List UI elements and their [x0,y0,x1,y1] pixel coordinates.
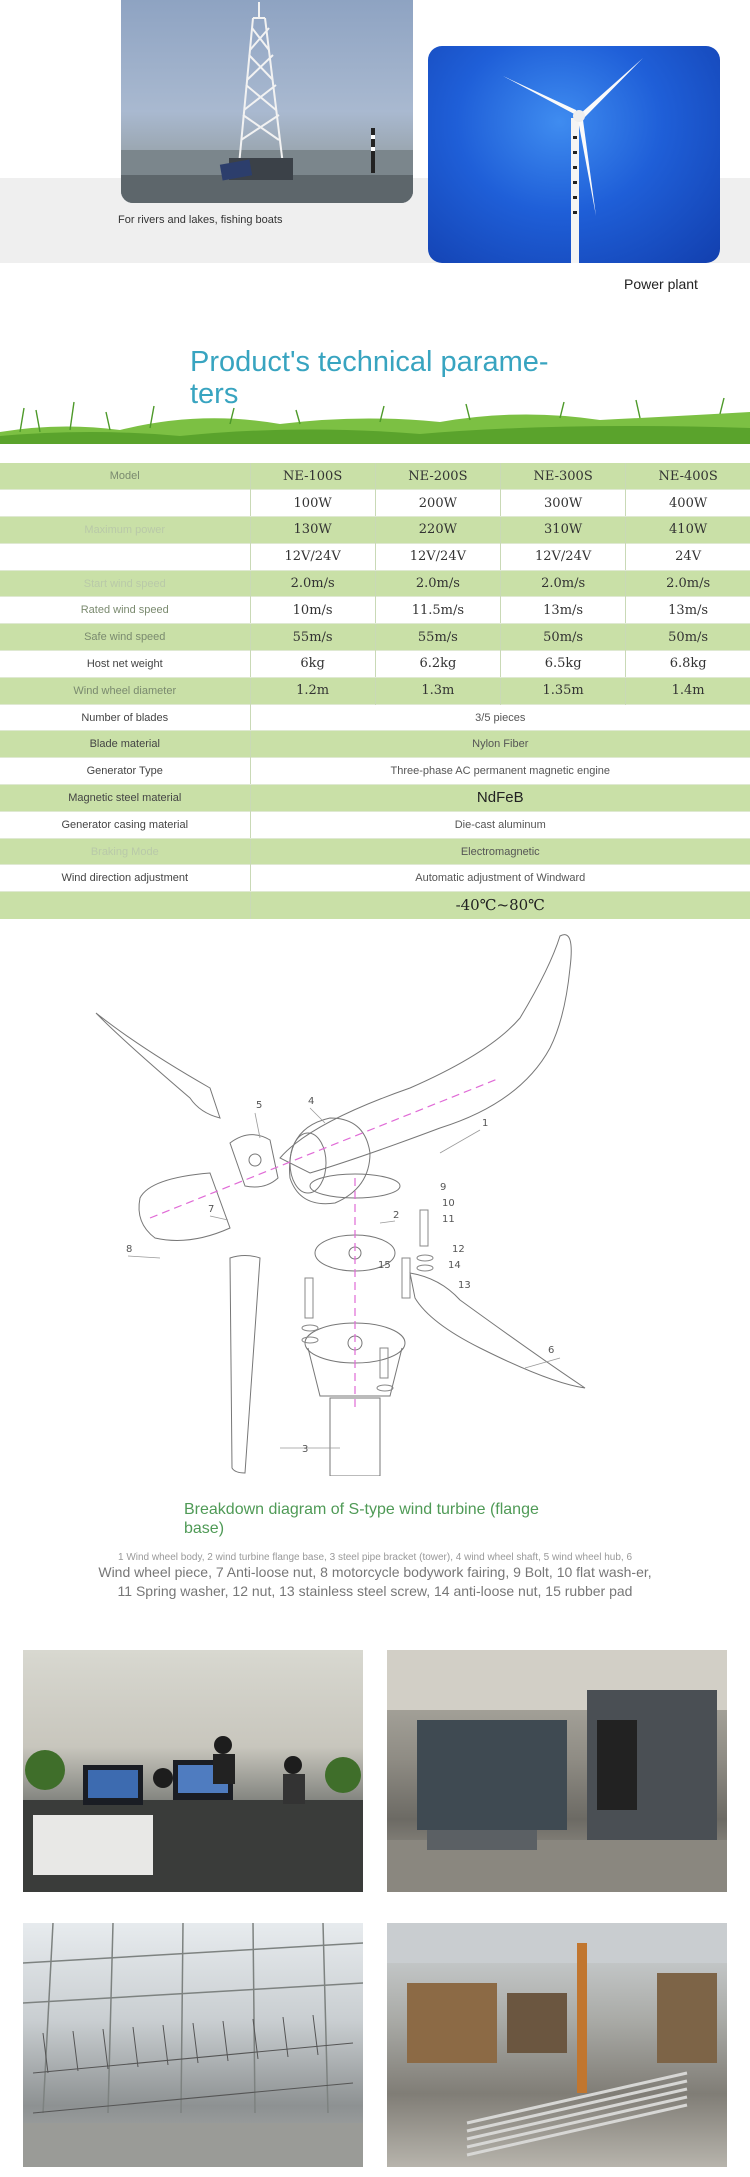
table-row [0,651,750,678]
value-cell: 6.5kg [501,651,626,678]
turbine-photo [428,46,720,263]
value-cell: 13m/s [626,597,750,624]
row-label: Start wind speed [0,570,250,597]
value-cell: 50m/s [626,624,750,651]
part-label: 15 [378,1260,391,1271]
tech-params-table [0,463,750,919]
value-cell: 6kg [250,651,375,678]
value-cell: 2.0m/s [501,570,626,597]
model-cell: NE-300S [501,463,626,490]
part-label: 3 [302,1444,309,1455]
part-label: 11 [442,1214,455,1225]
value-cell: 6.2kg [375,651,500,678]
part-label: 5 [256,1100,263,1111]
part-label: 9 [440,1182,447,1193]
row-label: Maximum power [0,517,250,544]
turbine-assembly-photo [23,1923,363,2167]
table-row [0,865,750,892]
value-cell: 220W [375,517,500,544]
part-label: 6 [548,1345,555,1356]
row-label: Blade material [0,731,250,758]
table-row [0,517,750,544]
model-cell: NE-200S [375,463,500,490]
value-cell: 55m/s [375,624,500,651]
office-photo [23,1650,363,1892]
row-label: Wind wheel diameter [0,677,250,704]
value-cell: 100W [250,490,375,517]
row-label: Braking Mode [0,838,250,865]
value-cell: 1.35m [501,677,626,704]
table-header-row [0,463,750,490]
value-cell: 10m/s [250,597,375,624]
row-label: Magnetic steel material [0,785,250,812]
exploded-diagram [80,928,600,1476]
model-cell: NE-100S [250,463,375,490]
span-value-cell: Three-phase AC permanent magnetic engine [250,758,750,785]
part-label: 4 [308,1096,315,1107]
span-value-cell: Nylon Fiber [250,731,750,758]
part-label: 14 [448,1260,461,1271]
table-row [0,543,750,570]
tower-photo [121,0,413,203]
table-row [0,838,750,865]
table-row [0,892,750,919]
value-cell: 400W [626,490,750,517]
value-cell: 2.0m/s [375,570,500,597]
table-row [0,704,750,731]
span-value-cell: Die-cast aluminum [250,811,750,838]
value-cell: 12V/24V [250,543,375,570]
part-label: 2 [393,1210,400,1221]
row-label: Generator casing material [0,811,250,838]
part-label: 1 [482,1118,489,1129]
row-label: Number of blades [0,704,250,731]
row-label: Rated wind speed [0,597,250,624]
value-cell: 24V [626,543,750,570]
caption-power-plant: Power plant [624,276,698,292]
table-row [0,758,750,785]
legend-line-1: 1 Wind wheel body, 2 wind turbine flange base, 3 steel pipe bracket (tower), 4 wind wheel shaft, 5 wind wheel hub, 6 [118,1552,632,1563]
value-cell: 55m/s [250,624,375,651]
span-value-cell: -40℃~80℃ [250,892,750,919]
row-label: Host net weight [0,651,250,678]
value-cell: 11.5m/s [375,597,500,624]
row-label [0,490,250,517]
span-value-cell: 3/5 pieces [250,704,750,731]
span-value-cell: Automatic adjustment of Windward [250,865,750,892]
value-cell: 2.0m/s [250,570,375,597]
part-label: 10 [442,1198,455,1209]
value-cell: 13m/s [501,597,626,624]
row-label: Wind direction adjustment [0,865,250,892]
legend-line-2: Wind wheel piece, 7 Anti-loose nut, 8 motorcycle bodywork fairing, 9 Bolt, 10 flat wash-er, 11 Spring washer, 12 nut, 13 stainless steel screw, 14 anti-loose nut, 15 rubber pad [98,1564,652,1599]
row-label: Safe wind speed [0,624,250,651]
span-value-cell: NdFeB [250,785,750,812]
value-cell: 410W [626,517,750,544]
part-label: 13 [458,1280,471,1291]
value-cell: 200W [375,490,500,517]
caption-rivers-lakes: For rivers and lakes, fishing boats [118,214,283,226]
value-cell: 130W [250,517,375,544]
value-cell: 2.0m/s [626,570,750,597]
diagram-legend [90,1552,660,1601]
value-cell: 300W [501,490,626,517]
workshop-photo [387,1650,727,1892]
value-cell: 12V/24V [501,543,626,570]
part-label: 8 [126,1244,133,1255]
diagram-caption: Breakdown diagram of S-type wind turbine (flange base) [184,1501,539,1537]
row-label: Generator Type [0,758,250,785]
model-cell: NE-400S [626,463,750,490]
table-row [0,785,750,812]
value-cell: 6.8kg [626,651,750,678]
value-cell: 12V/24V [375,543,500,570]
table-row [0,597,750,624]
table-row [0,677,750,704]
table-row [0,731,750,758]
span-value-cell: Electromagnetic [250,838,750,865]
part-label: 12 [452,1244,465,1255]
value-cell: 1.3m [375,677,500,704]
tech-params-title: Product's technical parame-ters [190,346,549,410]
value-cell: 1.4m [626,677,750,704]
value-cell: 50m/s [501,624,626,651]
value-cell: 1.2m [250,677,375,704]
warehouse-photo [387,1923,727,2167]
table-row [0,570,750,597]
table-row [0,624,750,651]
value-cell: 310W [501,517,626,544]
grass-banner [0,388,750,444]
row-label [0,543,250,570]
header-label: Model [0,463,250,490]
table-row [0,811,750,838]
table-row [0,490,750,517]
row-label [0,892,250,919]
part-label: 7 [208,1204,215,1215]
